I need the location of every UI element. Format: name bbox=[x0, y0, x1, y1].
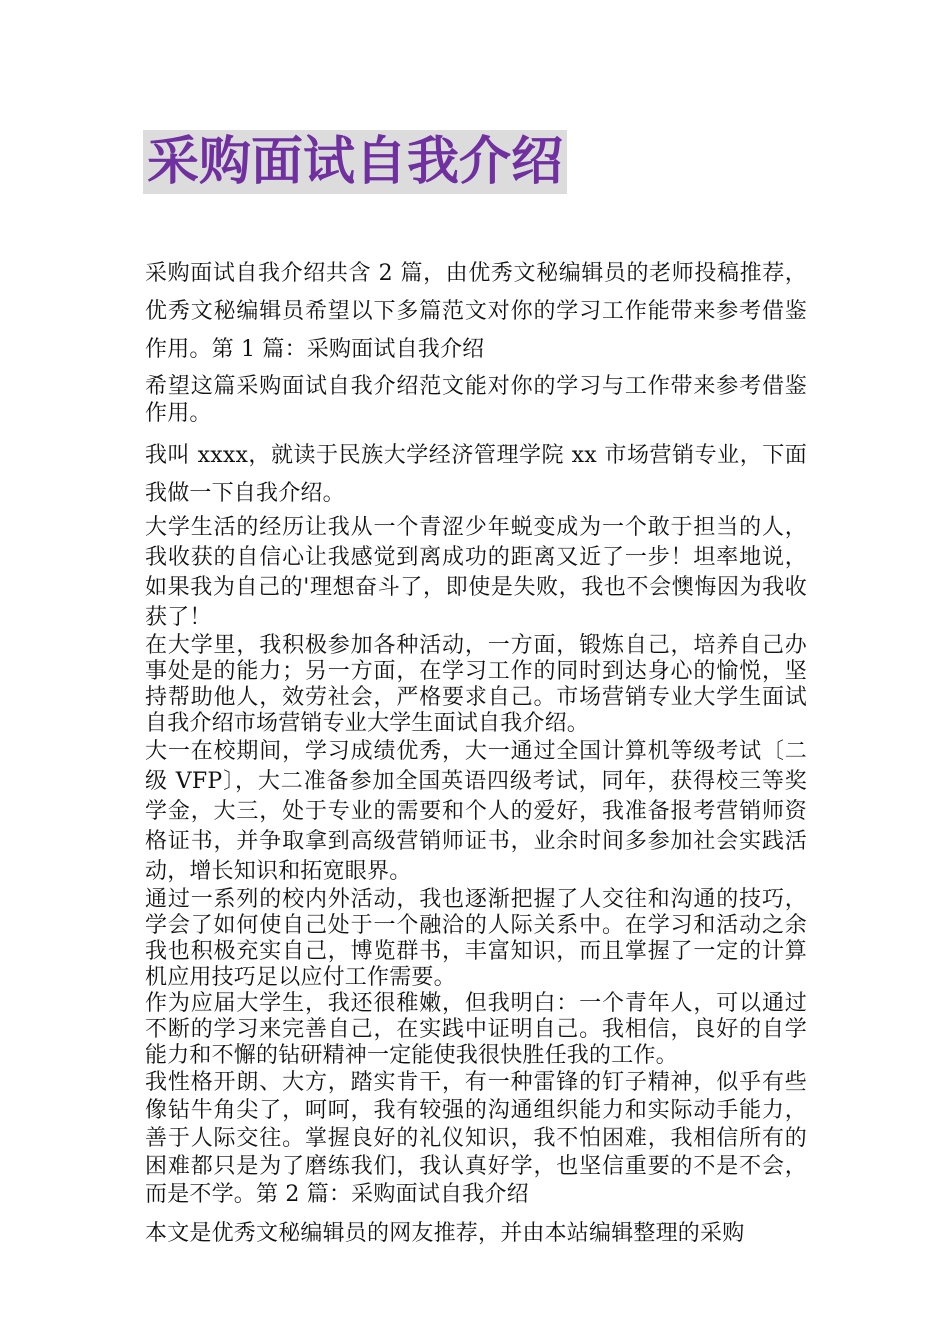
paragraph-intro: 采购面试自我介绍共含 2 篇，由优秀文秘编辑员的老师投稿推荐，优秀文秘编辑员希望以下多篇范文对你的学习工作能带来参考借鉴作用。第 1 篇：采购面试自我介绍 bbox=[145, 261, 807, 362]
paragraph-purpose: 希望这篇采购面试自我介绍范文能对你的学习与工作带来参考借鉴作用。 bbox=[145, 374, 807, 426]
paragraph-communication-skills: 通过一系列的校内外活动，我也逐渐把握了人交往和沟通的技巧，学会了如何使自己处于一个融洽的人际关系中。在学习和活动之余我也积极充实自己，博览群书，丰富知识，而且掌握了一定的计算机应用技巧足以应付工作需要。 bbox=[145, 887, 807, 990]
paragraph-second-article: 本文是优秀文秘编辑员的网友推荐，并由本站编辑整理的采购 bbox=[145, 1221, 745, 1246]
paragraph-self-name: 我叫 xxxx，就读于民族大学经济管理学院 xx 市场营销专业，下面我做一下自我介绍。 bbox=[145, 443, 807, 506]
paragraph-academic-record: 大一在校期间，学习成绩优秀，大一通过全国计算机等级考试〔二级 VFP〕，大二准备参加全国英语四级考试，同年，获得校三等奖学金，大三，处于专业的需要和个人的爱好，我准备报考营销师资格证书，并争取拿到高级营销师证书，业余时间多参加社会实践活动，增长知识和拓宽眼界。 bbox=[145, 739, 807, 884]
paragraph-university-activities: 在大学里，我积极参加各种活动，一方面，锻炼自己，培养自己办事处是的能力；另一方面，在学习工作的同时到达身心的愉悦，坚持帮助他人，效劳社会，严格要求自己。市场营销专业大学生面试自我介绍市场营销专业大学生面试自我介绍。 bbox=[145, 633, 807, 736]
paragraph-college-life: 大学生活的经历让我从一个青涩少年蜕变成为一个敢于担当的人，我收获的自信心让我感觉到离成功的距离又近了一步！坦率地说，如果我为自己的'理想奋斗了，即使是失败，我也不会懊悔因为我收获了！ bbox=[145, 515, 807, 630]
document-title: 采购面试自我介绍 bbox=[143, 130, 567, 194]
paragraph-fresh-graduate: 作为应届大学生，我还很稚嫩，但我明白：一个青年人，可以通过不断的学习来完善自己，在实践中证明自己。我相信，良好的自学能力和不懈的钻研精神一定能使我很快胜任我的工作。 bbox=[145, 991, 807, 1068]
paragraph-personality: 我性格开朗、大方，踏实肯干，有一种雷锋的钉子精神，似乎有些像钻牛角尖了，呵呵，我有较强的沟通组织能力和实际动手能力，善于人际交往。掌握良好的礼仪知识，我不怕困难，我相信所有的困难都只是为了磨练我们，我认真好学，也坚信重要的不是不会，而是不学。第 2 篇：采购面试自我介绍 bbox=[145, 1070, 807, 1207]
document-body bbox=[145, 255, 807, 1257]
